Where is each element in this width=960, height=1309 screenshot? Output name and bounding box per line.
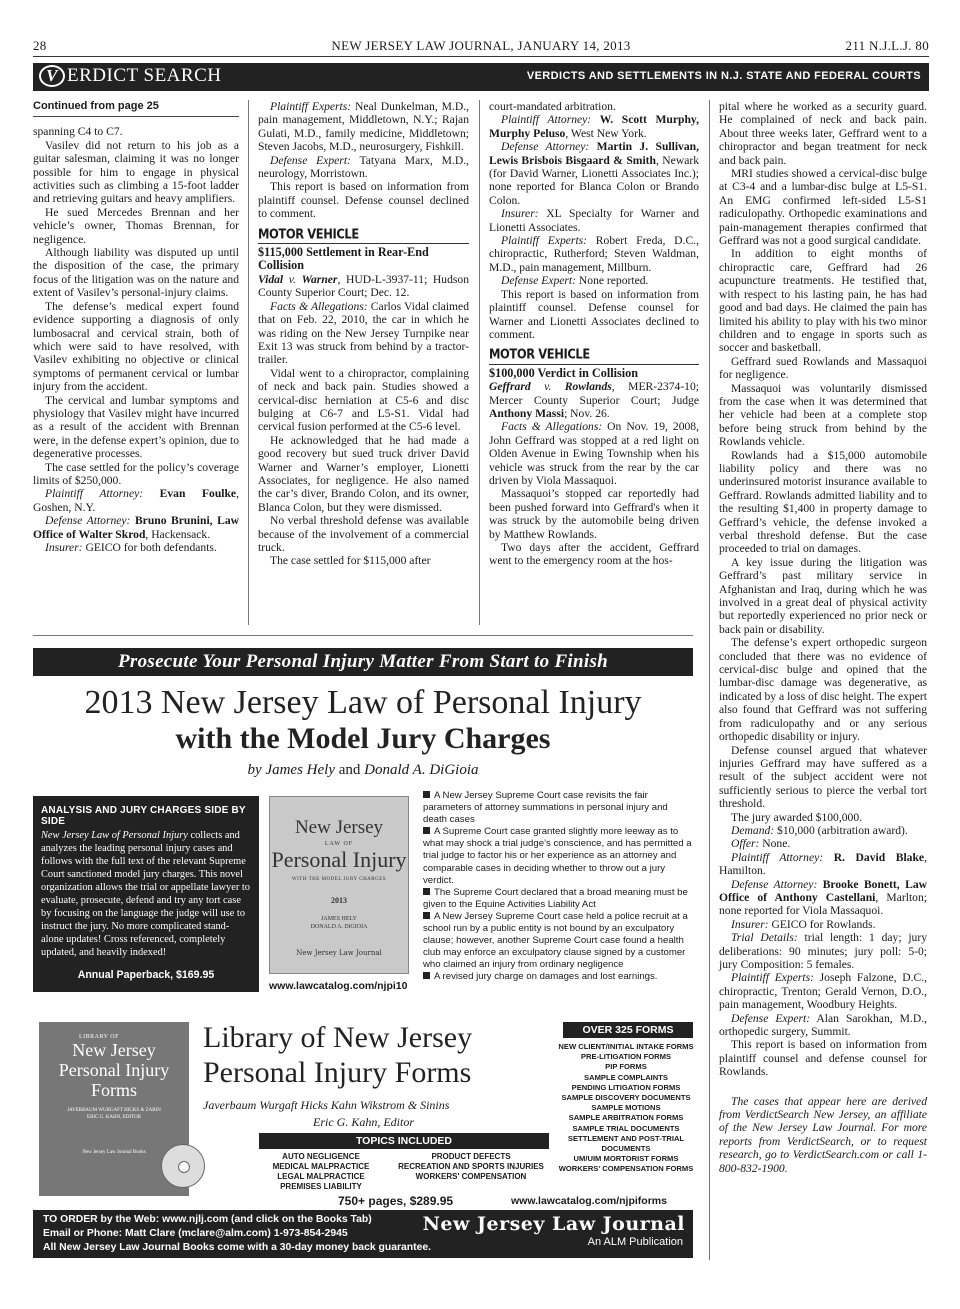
ad-bullet-list — [423, 790, 693, 984]
paragraph: Geffrard sued Rowlands and Massaquoi for negligence. — [719, 354, 927, 382]
paragraph: Rowlands had a $15,000 automobile liability policy and there was no underinsured motorist insurance available to Geffrard. Rowlands admitted liability and to the resulting $1,400 in property damage to Geffrard’s vehicle, the defense invoked a verbal threshold defense. But the case proceeded to trial on damages. — [719, 448, 927, 556]
case-headline: $100,000 Verdict in Collision — [489, 365, 638, 380]
ad-body — [33, 790, 693, 1010]
plaintiff-experts: Plaintiff Experts: Neal Dunkelman, M.D., pain management, Middletown, N.Y.; Rajan Gulati, M.D., family medicine, Middletown; Steven Jacobs, M.D., neurosurgery, Fishkill. — [258, 100, 469, 154]
square-bullet-icon — [423, 791, 430, 798]
category-kicker: MOTOR VEHICLE — [489, 346, 590, 363]
book-cover-image: New Jersey LAW OF Personal Injury WITH THE MODEL JURY CHARGES 2013 JAMES HELY DONALD A. DiGIOIA New Jersey Law Journal — [269, 796, 409, 974]
paragraph: MRI studies showed a cervical-disc bulge at C3-4 and a lumbar-disc bulge at L5-S1. An EMG confirmed left-sided L5-S1 radiculopathy. Orthopedic examinations and pain-management therapies confirmed that Geffrard was not a good surgical candidate. — [719, 167, 927, 248]
square-bullet-icon — [423, 912, 430, 919]
category-kicker: MOTOR VEHICLE — [258, 225, 359, 242]
paragraph: Massaquoi’s stopped car reportedly had been pushed forward into Geffrard's when it was struck by the automobile being driven by Matthew Rowlands. — [489, 487, 699, 541]
defense-expert: Defense Expert: None reported. — [501, 274, 649, 288]
insurer: Insurer: GEICO for Rowlands. — [731, 917, 876, 931]
demand: Demand: $10,000 (arbitration award). — [731, 823, 908, 837]
continued-note: Continued from page 25 — [33, 100, 159, 112]
order-info — [43, 1213, 431, 1255]
paragraph: Vasilev did not return to his job as a guitar salesman, claiming it was no longer possible for him to engage in physical activities such as climbing a 15-foot ladder and retrieving guitars and heavy amplifiers. — [33, 138, 239, 206]
bullet-item: A New Jersey Supreme Court case held a police recruit at a school run by a public entity is not bound by an exculpatory clause; however, another Supreme Court case found a health club may enforce an exculpatory clause signed by a customer who claimed an injury from ordinary negligence — [423, 910, 688, 971]
alm-publication: An ALM Publication — [587, 1236, 683, 1248]
paragraph: Two days after the accident, Geffrard went to the emergency room at the hos- — [489, 541, 699, 568]
report-note: This report is based on information from plaintiff counsel and defense counsel for Rowlands. — [719, 1038, 927, 1079]
running-head — [33, 38, 929, 58]
forms-list: NEW CLIENT/INITIAL INTAKE FORMS PRE-LITIGATION FORMS PIP FORMS SAMPLE COMPLAINTS PENDING LITIGATION FORMS SAMPLE DISCOVERY DOCUMENTS SAMPLE MOTIONS SAMPLE ARBITRATION FORMS SAMPLE TRIAL DOCUMENTS SETTLEMENT AND POST-TRIAL DOCUMENTS UM/UIM MORTORIST FORMS WORKERS' COMPENSATION FORMS — [558, 1042, 694, 1174]
case-caption: Geffrard v. Rowlands, MER-2374-10; Mercer County Superior Court; Judge Anthony Massi; Nov. 26. — [489, 380, 699, 420]
paragraph: No verbal threshold defense was available because of the involvement of a commercial truck. — [258, 514, 469, 554]
logo-v-icon: V — [39, 65, 65, 87]
order-strip — [33, 1210, 693, 1258]
topics-heading: TOPICS INCLUDED — [259, 1133, 549, 1149]
defense-attorney: Defense Attorney: Bruno Brunini, Law Office of Walter Skrod, Hackensack. — [33, 514, 239, 541]
page-number: 28 — [33, 38, 47, 53]
facts-allegations: Facts & Allegations: Carlos Vidal claimed that on Feb. 22, 2010, the car in which he was riding on the New Jersey Turnpike near Exit 13 was struck from behind by a tractor-trailer. — [258, 299, 469, 367]
trial-details: Trial Details: trial length: 1 day; jury deliberations: 90 minutes; jury poll: 5-0; jury Composition: 5 females. — [719, 931, 928, 971]
forms-title: Library of New Jersey Personal Injury Forms — [203, 1021, 473, 1089]
ad-title: 2013 New Jersey Law of Personal Injury — [84, 684, 642, 721]
plaintiff-attorney: Plaintiff Attorney: R. David Blake, Hamilton. — [719, 850, 927, 878]
ad-subtitle: with the Model Jury Charges — [175, 722, 551, 755]
paragraph: Vidal went to a chiropractor, complaining of neck and back pain. Studies showed a cervical-disc herniation at C5-6 and disc bulging at C6-7 and L5-S1. Vidal had cervical fusion performed at the C5-6 level. — [258, 366, 469, 434]
column-4 — [719, 100, 927, 1175]
facts-allegations: Facts & Allegations: On Nov. 19, 2008, John Geffrard was stopped at a red light on Olden Avenue in Ewing Township when his vehicle was struck from the rear by the car driven by Viola Massaquoi. — [489, 420, 699, 487]
forms-count-heading: OVER 325 FORMS — [563, 1022, 693, 1038]
offer: Offer: None. — [731, 837, 791, 851]
column-rule — [709, 100, 710, 1260]
bullet-item: A revised jury charge on damages and lost earnings. — [423, 971, 693, 983]
paragraph: The case settled for $115,000 after — [270, 554, 431, 568]
insurer: Insurer: GEICO for both defendants. — [45, 541, 217, 554]
ad-byline: by James Hely and Donald A. DiGioia — [247, 762, 479, 778]
report-note: This report is based on information from plaintiff counsel. Defense counsel for Warner and Lionetti Associates declined to comment. — [489, 287, 699, 341]
ad-description-box — [33, 796, 259, 992]
order-contact[interactable]: Email or Phone: Matt Clare (mclare@alm.com) 1-973-854-2945 — [43, 1228, 348, 1239]
kicker-rule — [489, 364, 699, 365]
order-guarantee: All New Jersey Law Journal Books come with a 30-day money back guarantee. — [43, 1242, 432, 1253]
section-title: VERDICTS AND SETTLEMENTS IN N.J. STATE AND FEDERAL COURTS — [526, 70, 921, 82]
ad-description-heading: ANALYSIS AND JURY CHARGES SIDE BY SIDE — [41, 805, 246, 827]
bullet-item: A Supreme Court case granted slightly more leeway as to what may shock a trial judge’s conscience, and has permitted a trial judge to factor his or her experience as an attorney and comparable cases in deciding whether to throw out a jury verdict. — [423, 826, 692, 886]
paragraph: pital where he worked as a security guard. He complained of neck and back pain. About three weeks later, Geffrard went to a chiropractor and began treatment for neck and back pain. — [719, 100, 927, 167]
logo-text: ERDICT SEARCH — [67, 65, 222, 86]
forms-cover-image: LIBRARY OF New Jersey Personal Injury Forms JAVERBAUM WURGAFT HICKS & ZARIN ERIC G. KAHN, EDITOR New Jersey Law Journal Books — [39, 1022, 189, 1196]
paragraph: The cervical and lumbar symptoms and physiology that Vasilev might have incurred as a result of the accident with Brennan were, in the defense expert’s opinion, due to degenerative processes. — [33, 393, 239, 461]
column-rule — [248, 100, 249, 625]
plaintiff-experts: Plaintiff Experts: Robert Freda, D.C., chiropractic, Rutherford; Steven Waldman, M.D., pain management, Millburn. — [489, 234, 699, 274]
paragraph: He sued Mercedes Brennan and her vehicle’s owner, Thomas Brennan, for negligence. — [33, 205, 239, 246]
topics-list-left: AUTO NEGLIGENCE MEDICAL MALPRACTICE LEGAL MALPRACTICE PREMISES LIABILITY — [272, 1152, 370, 1191]
topics-list-right: PRODUCT DEFECTS RECREATION AND SPORTS INJURIES WORKERS' COMPENSATION — [398, 1152, 544, 1181]
paragraph: The defense’s expert orthopedic surgeon concluded that there was no evidence of cervical-disc bulge and opined that the lumbar-disc damage was degenerative, as indicated by a loss of disc height. The expert also found that Geffrard was not suffering from radiculopathy and or any serious orthopedic disability or injury. — [719, 636, 927, 744]
paragraph: He acknowledged that he had made a good recovery but sued truck driver David Warner and Warner’s employer, Lionetti Associates, for negligence. He also named the car’s diver, Brando Colon, and its owner, Blanca Colon, but they were dismissed. — [258, 433, 469, 514]
header-rule — [33, 56, 929, 57]
square-bullet-icon — [423, 827, 430, 834]
column-1 — [33, 100, 239, 554]
paragraph: In addition to eight months of chiropractic care, Geffrard had 26 acupuncture treatments. He testified that, with respect to his lasting pain, he has had good and bad days. He claimed the pain has limited his ability to play with his two minor children and to engage in sports such as soccer and basketball. — [719, 247, 927, 355]
paragraph: The defense’s medical expert found evidence supporting a diagnosis of only lumbosacral and cervical strain, both of which were said to have resolved, with Vasilev exhibiting no objective or clinical symptoms of permanent cervical or lumbar injury from the accident. — [33, 299, 239, 394]
forms-publisher: Javerbaum Wurgaft Hicks Kahn Wikstrom & Sinins — [203, 1098, 450, 1112]
paragraph: Defense counsel argued that whatever injuries Geffrard may have suffered as a result of the subject accident were not sufficiently serious to pierce the verbal tort threshold. — [719, 743, 927, 811]
insurer: Insurer: XL Specialty for Warner and Lionetti Associates. — [489, 207, 699, 234]
defense-expert: Defense Expert: Tatyana Marx, M.D., neurology, Morristown. — [258, 153, 469, 181]
paragraph: Although liability was disputed up until the disposition of the case, the primary focus of the litigation was on the nature and extent of Vasilev’s personal-injury claims. — [33, 246, 239, 300]
column-3 — [489, 100, 699, 568]
case-headline: $115,000 Settlement in Rear-End Collision — [258, 245, 429, 273]
defense-attorney: Defense Attorney: Martin J. Sullivan, Lewis Brisbois Bisgaard & Smith, Newark (for David Warner, Lionetti Associates Inc.); none reported for Blanca Colon or Brando Colon. — [489, 140, 699, 207]
paragraph: The case settled for the policy’s coverage limits of $250,000. — [33, 460, 239, 487]
order-web-link[interactable]: TO ORDER by the Web: www.njlj.com (and click on the Books Tab) — [43, 1214, 372, 1225]
paragraph: court-mandated arbitration. — [489, 100, 616, 113]
ad-personal-injury-forms[interactable] — [33, 1020, 693, 1210]
forms-price: 750+ pages, $289.95 — [338, 1194, 454, 1208]
ad-banner: Prosecute Your Personal Injury Matter From Start to Finish — [33, 648, 693, 676]
ad-url-link[interactable]: www.lawcatalog.com/njpi10 — [269, 980, 408, 992]
cd-rom-icon — [161, 1144, 205, 1188]
njlj-logo: New Jersey Law Journal — [422, 1213, 685, 1235]
column-2 — [258, 100, 469, 568]
square-bullet-icon — [423, 888, 430, 895]
ad-top-rule — [33, 635, 693, 636]
defense-expert: Defense Expert: Alan Sarokhan, M.D., orthopedic surgery, Summit. — [719, 1011, 927, 1039]
paragraph: A key issue during the litigation was Geffrard’s past military service in Afghanistan and Iraq, during which he was involved in a great deal of physical activity but reportedly experienced no prior neck or back pain or disability. — [719, 555, 927, 636]
plaintiff-experts: Plaintiff Experts: Joseph Falzone, D.C., chiropractic, Trenton; Gerald Vernon, D.O., pain management, Woodbury Heights. — [719, 971, 927, 1012]
masthead-date: NEW JERSEY LAW JOURNAL, JANUARY 14, 2013 — [331, 38, 631, 53]
paragraph: The jury awarded $100,000. — [731, 810, 863, 824]
source-note: The cases that appear here are derived from VerdictSearch New Jersey, an affiliate of the New Jersey Law Journal. For more reports from VerdictSearch, or to request research, go to VerdictSearch.com or call 1-800-832-1900. — [719, 1094, 927, 1175]
forms-editor: Eric G. Kahn, Editor — [313, 1115, 414, 1129]
bullet-item: A New Jersey Supreme Court case revisits the fair parameters of attorney summations in personal injury and death cases — [423, 790, 668, 826]
section-band — [33, 63, 929, 91]
ad-price: Annual Paperback, $169.95 — [77, 969, 215, 981]
column-rule — [479, 100, 480, 625]
defense-attorney: Defense Attorney: Brooke Bonett, Law Office of Anthony Castellani, Marlton; none reported for Viola Massaquoi. — [719, 877, 927, 918]
forms-url-link[interactable]: www.lawcatalog.com/njpiforms — [511, 1195, 667, 1207]
kicker-rule — [258, 243, 469, 244]
continued-rule — [33, 116, 239, 117]
plaintiff-attorney: Plaintiff Attorney: Evan Foulke, Goshen, N.Y. — [33, 487, 239, 514]
plaintiff-attorney: Plaintiff Attorney: W. Scott Murphy, Murphy Peluso, West New York. — [489, 113, 699, 140]
citation: 211 N.J.L.J. 80 — [845, 38, 929, 53]
bullet-item: The Supreme Court declared that a broad meaning must be given to the Equine Activities Liability Act — [423, 886, 688, 910]
ad-description-text: New Jersey Law of Personal Injury collects and analyzes the leading personal injury cases and follows with the full text of the relevant Supreme Court sanctioned model jury charges. This novel organization allows the trial or appellate lawyer to evaluate, prosecute, defend and try any tort case by focusing on the language the judge will use to instruct the jury. No more complicated stand-alone updates! Cross referenced, completely updated, and heavily indexed! — [41, 830, 250, 958]
square-bullet-icon — [423, 972, 430, 979]
verdict-search-logo — [39, 65, 221, 87]
paragraph: spanning C4 to C7. — [33, 125, 123, 139]
ad-personal-injury-book[interactable] — [33, 648, 693, 1010]
paragraph: Massaquoi was voluntarily dismissed from the case when it was determined that her vehicle had been at a complete stop before being struck from behind by the Rowlands vehicle. — [719, 381, 927, 449]
report-note: This report is based on information from plaintiff counsel. Defense counsel declined to comment. — [258, 180, 469, 221]
case-caption: Vidal v. Warner, HUD-L-3937-11; Hudson County Superior Court; Dec. 12. — [258, 272, 469, 300]
